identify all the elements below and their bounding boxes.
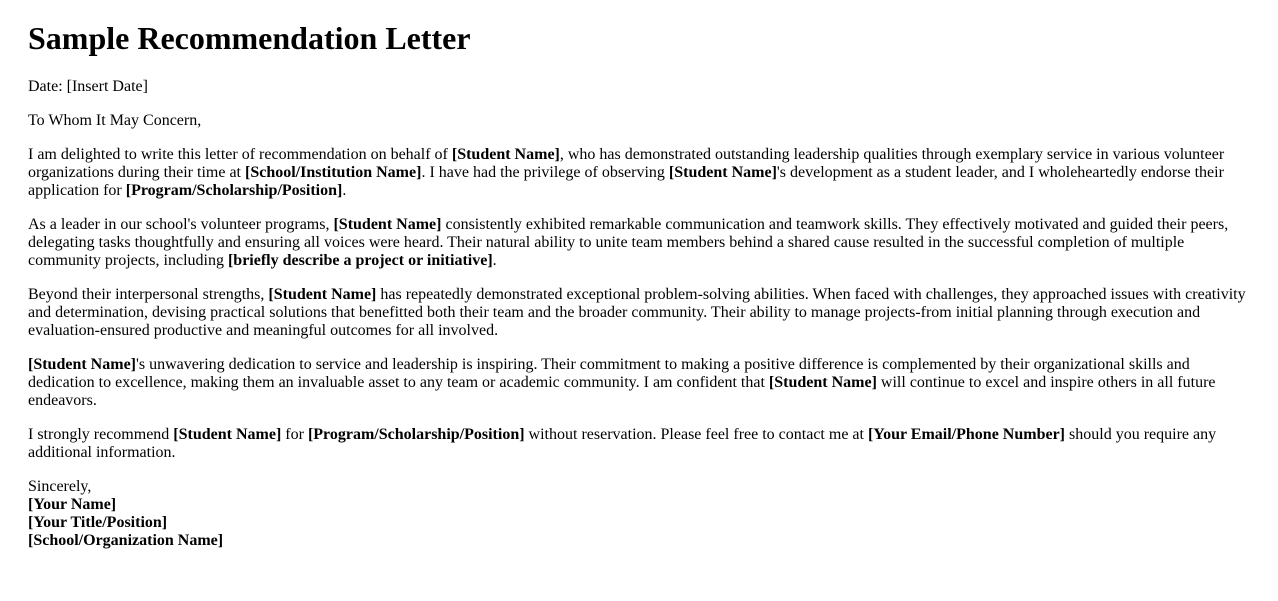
placeholder-field: [Student Name]: [268, 286, 377, 303]
signature-line: [School/Organization Name]: [28, 532, 224, 549]
text-run: has repeatedly demonstrated exceptional problem-solving abilities. When faced with challenges, they approached issues with creativity and determination, devising practical solutions that benefitted both their team and the broader community. Their ability to manage projects-from initial planning through execution and evaluation-ensured productive and meaningful outcomes for all involved.: [28, 286, 1246, 339]
letter-paragraph-dedication: [28, 356, 1250, 410]
text-run: I am delighted to write this letter of recommendation on behalf of: [28, 146, 452, 163]
placeholder-field: [Student Name]: [768, 374, 877, 391]
text-run: for: [281, 426, 308, 443]
text-run: without reservation. Please feel free to contact me at: [524, 426, 868, 443]
placeholder-field: [Your Email/Phone Number]: [867, 426, 1066, 443]
placeholder-field: [Student Name]: [668, 164, 777, 181]
text-run: should you require any additional information.: [28, 426, 1217, 461]
signature-closing: Sincerely,: [28, 478, 92, 495]
placeholder-field: [Student Name]: [28, 356, 136, 373]
date-line: Date: [Insert Date]: [28, 78, 148, 95]
text-run: I strongly recommend: [28, 426, 174, 443]
placeholder-field: [School/Institution Name]: [244, 164, 422, 181]
text-run: .: [342, 182, 347, 199]
text-run: . I have had the privilege of observing: [421, 164, 669, 181]
signature-block: [28, 478, 1250, 550]
placeholder-field: [Student Name]: [333, 216, 442, 233]
text-run: As a leader in our school's volunteer programs,: [28, 216, 334, 233]
text-run: consistently exhibited remarkable communication and teamwork skills. They effectively motivated and guided their peers, delegating tasks thoughtfully and ensuring all voices were heard. Their natural ability to unite team members behind a shared cause resulted in the successful completion of multiple community projects, including: [28, 216, 1229, 269]
signature-line: [Your Title/Position]: [28, 514, 168, 531]
placeholder-field: [briefly describe a project or initiative]: [227, 252, 493, 269]
salutation: To Whom It May Concern,: [28, 112, 202, 129]
text-run: , who has demonstrated outstanding leadership qualities through exemplary service in various volunteer organizations during their time at: [28, 146, 1225, 181]
letter-paragraph-recommendation: [28, 426, 1250, 462]
placeholder-field: [Program/Scholarship/Position]: [307, 426, 525, 443]
letter-paragraph-intro: [28, 146, 1250, 200]
placeholder-field: [Program/Scholarship/Position]: [125, 182, 343, 199]
text-run: Beyond their interpersonal strengths,: [28, 286, 269, 303]
text-run: .: [492, 252, 497, 269]
placeholder-field: [Student Name]: [451, 146, 560, 163]
letter-paragraph-leadership: [28, 216, 1250, 270]
signature-lines: [28, 496, 1250, 550]
letter-paragraph-problem-solving: [28, 286, 1250, 340]
text-run: 's development as a student leader, and I wholeheartedly endorse their application for: [28, 164, 1224, 199]
signature-line: [Your Name]: [28, 496, 117, 513]
page-title: Sample Recommendation Letter: [28, 20, 471, 56]
text-run: 's unwavering dedication to service and leadership is inspiring. Their commitment to making a positive difference is complemented by their organizational skills and dedication to excellence, making them an invaluable asset to any team or academic community. I am confident that: [28, 356, 1190, 391]
text-run: will continue to excel and inspire others in all future endeavors.: [28, 374, 1216, 409]
placeholder-field: [Student Name]: [173, 426, 282, 443]
